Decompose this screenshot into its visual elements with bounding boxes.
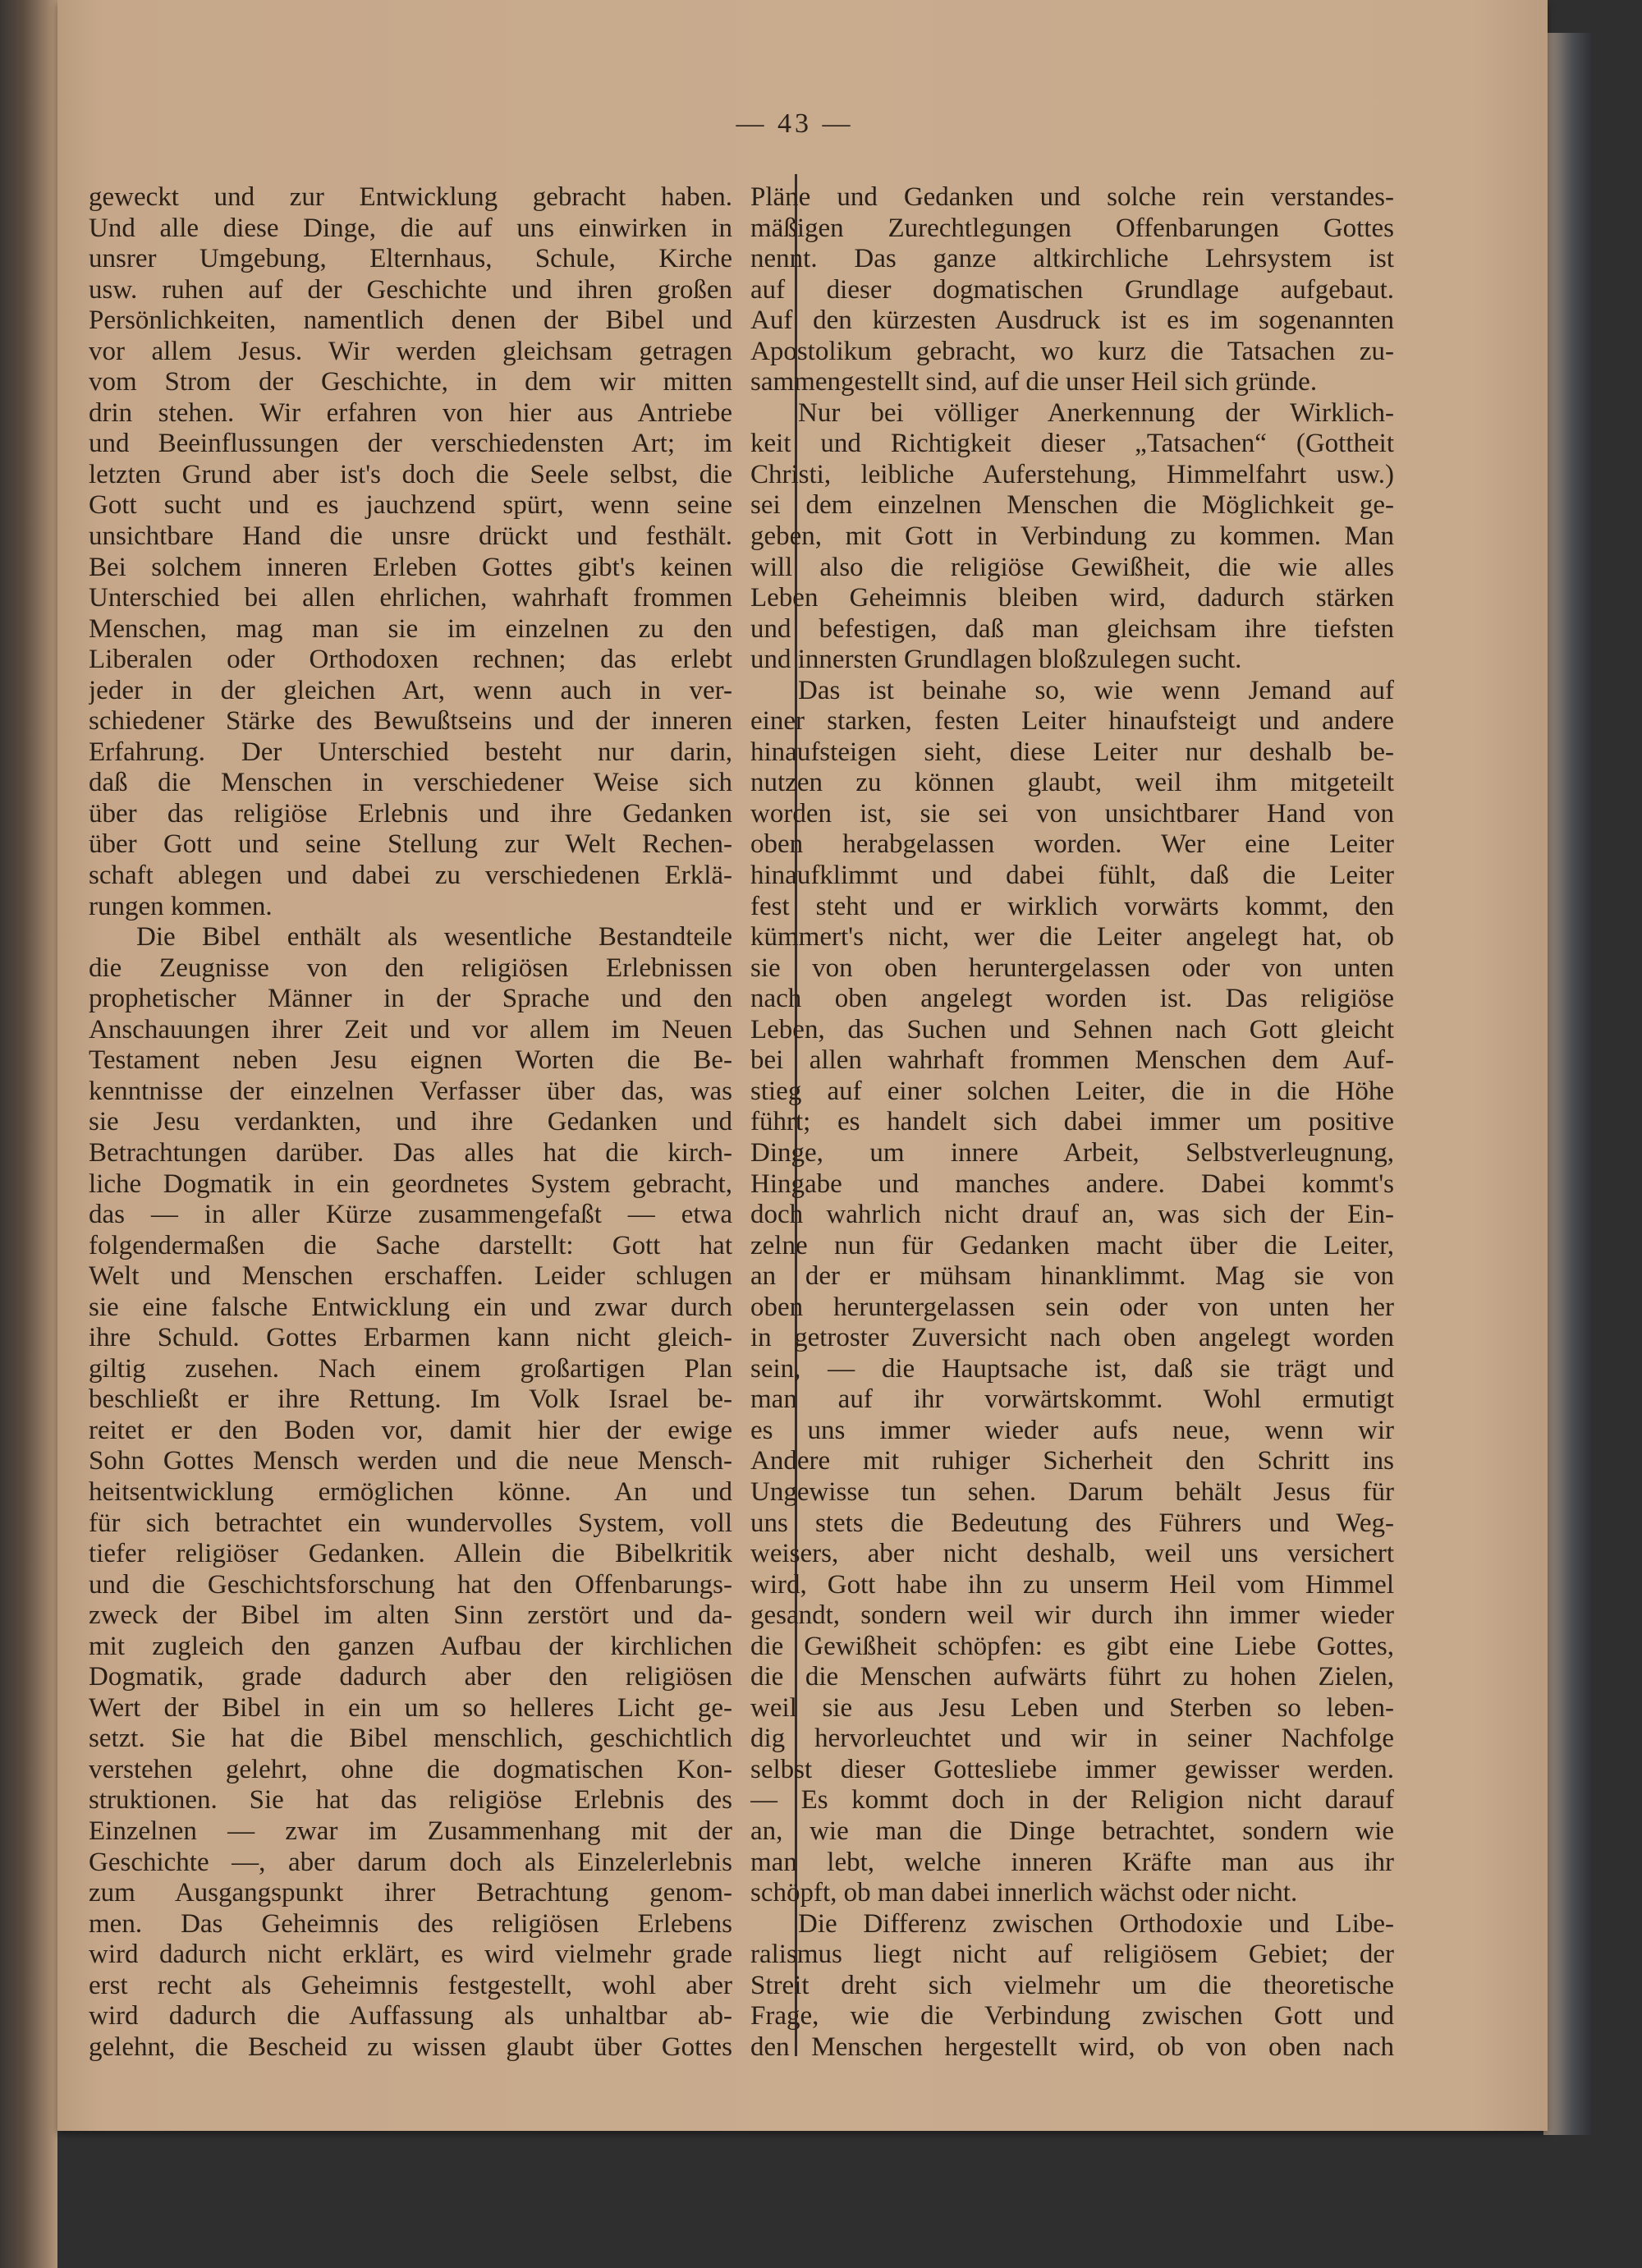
book-spine	[0, 0, 57, 2268]
text-line: an, wie man die Dinge betrachtet, sondern wie	[750, 1816, 1394, 1846]
text-line: Unterschied bei allen ehrlichen, wahrhaft frommen	[89, 583, 732, 613]
paragraph	[89, 922, 732, 2063]
text-line: drin stehen. Wir erfahren von hier aus Antriebe	[89, 397, 732, 428]
text-line: Die Differenz zwischen Orthodoxie und Libe-	[798, 1908, 1394, 1939]
text-line: an der er mühsam hinanklimmt. Mag sie von	[750, 1261, 1394, 1292]
text-line: bei allen wahrhaft frommen Menschen dem Auf-	[750, 1045, 1394, 1076]
text-line: rungen kommen.	[89, 891, 273, 921]
text-line: über das religiöse Erlebnis und ihre Gedanken	[89, 798, 732, 829]
text-line: sie von oben heruntergelassen oder von unten	[750, 953, 1394, 983]
text-line: und befestigen, daß man gleichsam ihre tiefsten	[750, 613, 1394, 644]
text-line: Erfahrung. Der Unterschied besteht nur darin,	[89, 737, 732, 767]
text-line: usw. ruhen auf der Geschichte und ihren großen	[89, 274, 732, 305]
text-line: Bei solchem inneren Erleben Gottes gibt's keinen	[89, 552, 732, 582]
text-line: Die Bibel enthält als wesentliche Bestandteile	[136, 922, 732, 953]
text-line: nach oben angelegt worden ist. Das religiöse	[750, 984, 1394, 1014]
paragraph	[750, 676, 1394, 1909]
text-line: uns stets die Bedeutung des Führers und Weg-	[750, 1508, 1394, 1538]
text-line: Auf den kürzesten Ausdruck ist es im sogenannten	[750, 305, 1394, 336]
text-line: Nur bei völliger Anerkennung der Wirklich-	[798, 397, 1394, 428]
text-line: weisers, aber nicht deshalb, weil uns versichert	[750, 1539, 1394, 1569]
paragraph	[89, 182, 732, 922]
text-line: men. Das Geheimnis des religiösen Erlebens	[89, 1908, 732, 1939]
text-line: Welt und Menschen erschaffen. Leider schlugen	[89, 1261, 732, 1292]
text-line: hinaufsteigen sieht, diese Leiter nur deshalb be-	[750, 737, 1394, 767]
text-line: nutzen zu können glaubt, weil ihm mitgeteilt	[750, 768, 1394, 798]
text-line: Liberalen oder Orthodoxen rechnen; das erlebt	[89, 645, 732, 675]
text-line: kenntnisse der einzelnen Verfasser über das, was	[89, 1076, 732, 1106]
text-line: und Beeinflussungen der verschiedensten Art; im	[89, 429, 732, 459]
text-line: Geschichte —, aber darum doch als Einzelerlebnis	[89, 1847, 732, 1877]
text-line: über Gott und seine Stellung zur Welt Rechen-	[89, 829, 732, 860]
text-line: Streit dreht sich vielmehr um die theoretische	[750, 1970, 1394, 2000]
text-line: jeder in der gleichen Art, wenn auch in ver-	[89, 675, 732, 705]
paragraph	[750, 182, 1394, 398]
text-line: zweck der Bibel im alten Sinn zerstört und da-	[89, 1600, 732, 1631]
text-line: doch wahrlich nicht drauf an, was sich der Ein-	[750, 1200, 1394, 1230]
text-line: prophetischer Männer in der Sprache und den	[89, 984, 732, 1014]
text-line: will also die religiöse Gewißheit, die wie alles	[750, 552, 1394, 582]
text-line: wird dadurch die Auffassung als unhaltbar ab-	[89, 2001, 732, 2032]
text-line: schiedener Stärke des Bewußtseins und der inneren	[89, 706, 732, 737]
text-line: geweckt und zur Entwicklung gebracht haben.	[89, 182, 732, 212]
text-line: ihre Schuld. Gottes Erbarmen kann nicht gleich-	[89, 1323, 732, 1353]
text-line: verstehen gelehrt, ohne die dogmatischen Kon-	[89, 1754, 732, 1784]
text-line: vor allem Jesus. Wir werden gleichsam getragen	[89, 336, 732, 366]
text-line: die Zeugnisse von den religiösen Erlebnissen	[89, 953, 732, 983]
text-line: und die Geschichtsforschung hat den Offenbarungs-	[89, 1569, 732, 1600]
text-line: wird dadurch nicht erklärt, es wird vielmehr grade	[89, 1940, 732, 1970]
text-line: das — in aller Kürze zusammengefaßt — etwa	[89, 1200, 732, 1230]
text-line: daß die Menschen in verschiedener Weise sich	[89, 768, 732, 798]
text-line: sie Jesu verdankten, und ihre Gedanken und	[89, 1107, 732, 1137]
page-number: — 43 —	[736, 108, 854, 139]
text-line: oben heruntergelassen sein oder von unten her	[750, 1292, 1394, 1322]
text-line: vom Strom der Geschichte, in dem wir mitten	[89, 367, 732, 397]
text-line: die die Menschen aufwärts führt zu hohen Zielen,	[750, 1662, 1394, 1692]
text-line: hinaufklimmt und dabei fühlt, daß die Leiter	[750, 861, 1394, 891]
text-line: stieg auf einer solchen Leiter, die in die Höhe	[750, 1076, 1394, 1106]
text-line: sei dem einzelnen Menschen die Möglichkeit ge-	[750, 490, 1394, 521]
text-line: heitsentwicklung ermöglichen könne. An und	[89, 1476, 732, 1507]
text-line: Und alle diese Dinge, die auf uns einwirken in	[89, 213, 732, 243]
text-line: setzt. Sie hat die Bibel menschlich, geschichtlich	[89, 1724, 732, 1754]
text-line: Anschauungen ihrer Zeit und vor allem im Neuen	[89, 1014, 732, 1044]
text-line: dig hervorleuchtet und wir in seiner Nachfolge	[750, 1724, 1394, 1754]
text-line: man auf ihr vorwärtskommt. Wohl ermutigt	[750, 1384, 1394, 1415]
text-line: worden ist, sie sei von unsichtbarer Hand von	[750, 798, 1394, 829]
text-line: kümmert's nicht, wer die Leiter angelegt hat, ob	[750, 922, 1394, 953]
text-line: Menschen, mag man sie im einzelnen zu den	[89, 613, 732, 644]
text-line: Dogmatik, grade dadurch aber den religiösen	[89, 1662, 732, 1692]
text-line: Gott sucht und es jauchzend spürt, wenn seine	[89, 490, 732, 521]
text-line: fest steht und er wirklich vorwärts kommt, den	[750, 891, 1394, 921]
text-line: schaft ablegen und dabei zu verschiedenen Erklä-	[89, 861, 732, 891]
text-line: schöpft, ob man dabei innerlich wächst oder nicht.	[750, 1878, 1298, 1908]
text-line: liche Dogmatik in ein geordnetes System gebracht,	[89, 1168, 732, 1199]
text-line: Pläne und Gedanken und solche rein verstandes-	[750, 182, 1394, 212]
text-line: sein, — die Hauptsache ist, daß sie trägt und	[750, 1353, 1394, 1384]
text-line: Persönlichkeiten, namentlich denen der Bibel und	[89, 305, 732, 336]
paragraph	[750, 398, 1394, 676]
text-line: auf dieser dogmatischen Grundlage aufgebaut.	[750, 274, 1394, 305]
text-line: unsichtbare Hand die unsre drückt und festhält.	[89, 521, 732, 552]
text-line: beschließt er ihre Rettung. Im Volk Israel be-	[89, 1384, 732, 1415]
text-line: gesandt, sondern weil wir durch ihn immer wieder	[750, 1600, 1394, 1631]
text-line: Christi, leibliche Auferstehung, Himmelfahrt usw.)	[750, 459, 1394, 489]
text-line: die Gewißheit schöpfen: es gibt eine Liebe Gottes,	[750, 1631, 1394, 1661]
text-line: zum Ausgangspunkt ihrer Betrachtung genom-	[89, 1878, 732, 1908]
text-line: ralismus liegt nicht auf religiösem Gebiet; der	[750, 1940, 1394, 1970]
text-line: geben, mit Gott in Verbindung zu kommen. Man	[750, 521, 1394, 552]
text-line: den Menschen hergestellt wird, ob von oben nach	[750, 2032, 1394, 2062]
text-line: oben herabgelassen worden. Wer eine Leiter	[750, 829, 1394, 860]
text-line: erst recht als Geheimnis festgestellt, wohl aber	[89, 1970, 732, 2000]
text-line: unsrer Umgebung, Elternhaus, Schule, Kirche	[89, 244, 732, 274]
text-line: weil sie aus Jesu Leben und Sterben so leben-	[750, 1692, 1394, 1723]
text-line: wird, Gott habe ihn zu unserm Heil vom Himmel	[750, 1569, 1394, 1600]
text-line: Betrachtungen darüber. Das alles hat die kirch-	[89, 1137, 732, 1168]
text-line: einer starken, festen Leiter hinaufsteigt und andere	[750, 706, 1394, 737]
page-stack-edge	[1543, 33, 1593, 2135]
text-line: folgendermaßen die Sache darstellt: Gott hat	[89, 1230, 732, 1260]
text-line: Hingabe und manches andere. Dabei kommt's	[750, 1168, 1394, 1199]
text-line: Leben, das Suchen und Sehnen nach Gott gleicht	[750, 1014, 1394, 1044]
left-column	[89, 182, 732, 2063]
text-line: führt; es handelt sich dabei immer um positive	[750, 1107, 1394, 1137]
text-line: Testament neben Jesu eignen Worten die Be-	[89, 1045, 732, 1076]
paragraph	[750, 1909, 1394, 2064]
text-line: selbst dieser Gottesliebe immer gewisser werden.	[750, 1754, 1394, 1784]
text-line: Einzelnen — zwar im Zusammenhang mit der	[89, 1816, 732, 1846]
text-line: — Es kommt doch in der Religion nicht darauf	[750, 1785, 1394, 1816]
text-line: zelne nun für Gedanken macht über die Leiter,	[750, 1230, 1394, 1260]
text-line: tiefer religiöser Gedanken. Allein die Bibelkritik	[89, 1539, 732, 1569]
text-line: in getroster Zuversicht nach oben angelegt worden	[750, 1323, 1394, 1353]
text-line: Ungewisse tun sehen. Darum behält Jesus für	[750, 1476, 1394, 1507]
text-line: man lebt, welche inneren Kräfte man aus ihr	[750, 1847, 1394, 1877]
text-line: mäßigen Zurechtlegungen Offenbarungen Gottes	[750, 213, 1394, 243]
text-line: Sohn Gottes Mensch werden und die neue Mensch-	[89, 1446, 732, 1476]
text-line: keit und Richtigkeit dieser „Tatsachen“ (Gottheit	[750, 429, 1394, 459]
text-line: und innersten Grundlagen bloßzulegen sucht.	[750, 645, 1242, 675]
text-line: Andere mit ruhiger Sicherheit den Schritt ins	[750, 1446, 1394, 1476]
text-line: nennt. Das ganze altkirchliche Lehrsystem ist	[750, 244, 1394, 274]
text-line: giltig zusehen. Nach einem großartigen Plan	[89, 1353, 732, 1384]
text-line: Dinge, um innere Arbeit, Selbstverleugnung,	[750, 1137, 1394, 1168]
text-line: Das ist beinahe so, wie wenn Jemand auf	[798, 675, 1394, 705]
text-line: struktionen. Sie hat das religiöse Erlebnis des	[89, 1785, 732, 1816]
text-line: Wert der Bibel in ein um so helleres Licht ge-	[89, 1692, 732, 1723]
text-line: für sich betrachtet ein wundervolles System, voll	[89, 1508, 732, 1538]
text-line: mit zugleich den ganzen Aufbau der kirchlichen	[89, 1631, 732, 1661]
text-line: reitet er den Boden vor, damit hier der ewige	[89, 1415, 732, 1445]
text-line: Apostolikum gebracht, wo kurz die Tatsachen zu-	[750, 336, 1394, 366]
right-column	[750, 182, 1394, 2063]
text-line: gelehnt, die Bescheid zu wissen glaubt über Gottes	[89, 2032, 732, 2062]
text-line: sie eine falsche Entwicklung ein und zwar durch	[89, 1292, 732, 1322]
text-line: Leben Geheimnis bleiben wird, dadurch stärken	[750, 583, 1394, 613]
text-line: Frage, wie die Verbindung zwischen Gott und	[750, 2001, 1394, 2032]
text-line: sammengestellt sind, auf die unser Heil sich gründe.	[750, 367, 1318, 397]
text-line: letzten Grund aber ist's doch die Seele selbst, die	[89, 459, 732, 489]
text-line: es uns immer wieder aufs neue, wenn wir	[750, 1415, 1394, 1445]
